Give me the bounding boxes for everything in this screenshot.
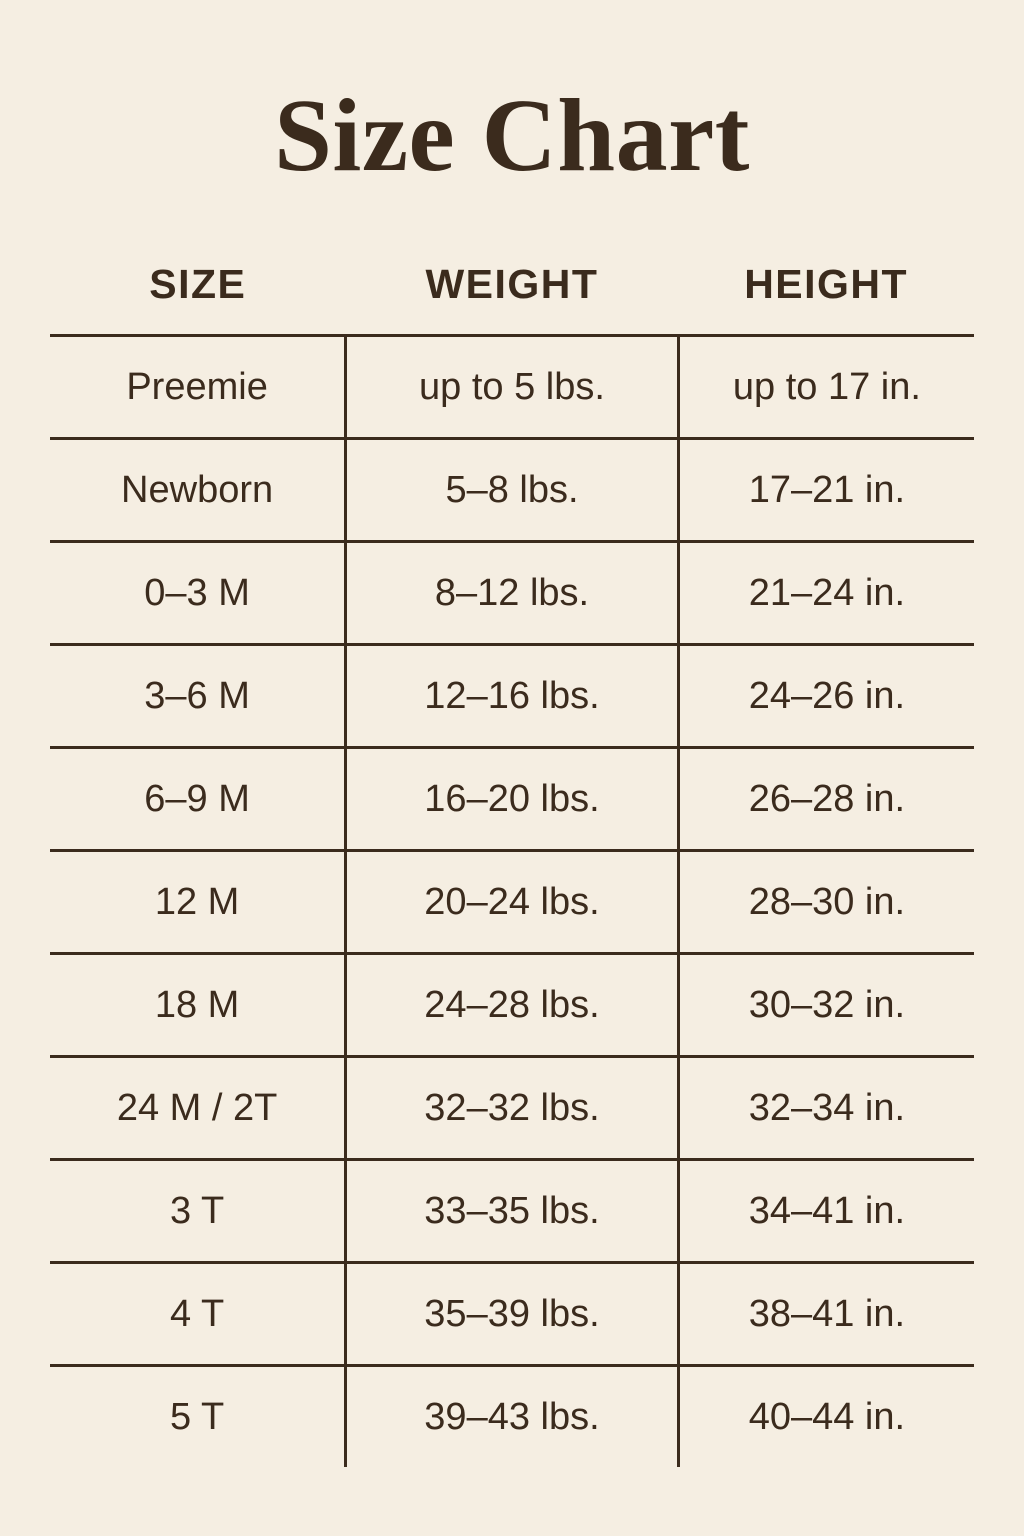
cell-size: 4 T (50, 1263, 346, 1366)
cell-height: 26–28 in. (678, 748, 974, 851)
cell-size: 12 M (50, 851, 346, 954)
cell-height: 38–41 in. (678, 1263, 974, 1366)
table-row (50, 542, 974, 645)
cell-size: 5 T (50, 1366, 346, 1468)
cell-height: 30–32 in. (678, 954, 974, 1057)
cell-weight: 20–24 lbs. (346, 851, 679, 954)
size-chart-table-wrap (50, 188, 974, 1467)
cell-weight: 8–12 lbs. (346, 542, 679, 645)
cell-size: 3–6 M (50, 645, 346, 748)
cell-size: 18 M (50, 954, 346, 1057)
table-row (50, 954, 974, 1057)
cell-height: 40–44 in. (678, 1366, 974, 1468)
cell-weight: up to 5 lbs. (346, 336, 679, 439)
column-header-height: HEIGHT (744, 261, 909, 307)
size-chart-table (50, 260, 974, 1467)
table-row (50, 1366, 974, 1468)
cell-size: Newborn (50, 439, 346, 542)
table-row (50, 851, 974, 954)
cell-weight: 32–32 lbs. (346, 1057, 679, 1160)
cell-weight: 33–35 lbs. (346, 1160, 679, 1263)
cell-weight: 5–8 lbs. (346, 439, 679, 542)
table-row (50, 1263, 974, 1366)
cell-height: 21–24 in. (678, 542, 974, 645)
table-row (50, 1057, 974, 1160)
cell-height: 28–30 in. (678, 851, 974, 954)
cell-size: Preemie (50, 336, 346, 439)
table-row (50, 439, 974, 542)
column-header-size: SIZE (149, 261, 247, 307)
cell-weight: 35–39 lbs. (346, 1263, 679, 1366)
table-header-row (50, 260, 974, 336)
table-row (50, 645, 974, 748)
cell-height: up to 17 in. (678, 336, 974, 439)
cell-height: 17–21 in. (678, 439, 974, 542)
cell-height: 32–34 in. (678, 1057, 974, 1160)
cell-height: 34–41 in. (678, 1160, 974, 1263)
cell-weight: 12–16 lbs. (346, 645, 679, 748)
cell-size: 24 M / 2T (50, 1057, 346, 1160)
table-row (50, 1160, 974, 1263)
cell-weight: 16–20 lbs. (346, 748, 679, 851)
table-header (50, 260, 974, 336)
cell-height: 24–26 in. (678, 645, 974, 748)
cell-size: 0–3 M (50, 542, 346, 645)
table-body (50, 336, 974, 1468)
cell-weight: 24–28 lbs. (346, 954, 679, 1057)
cell-weight: 39–43 lbs. (346, 1366, 679, 1468)
column-header-weight: WEIGHT (425, 261, 599, 307)
cell-size: 3 T (50, 1160, 346, 1263)
page-title: Size Chart (274, 78, 750, 193)
cell-size: 6–9 M (50, 748, 346, 851)
table-row (50, 748, 974, 851)
table-row (50, 336, 974, 439)
